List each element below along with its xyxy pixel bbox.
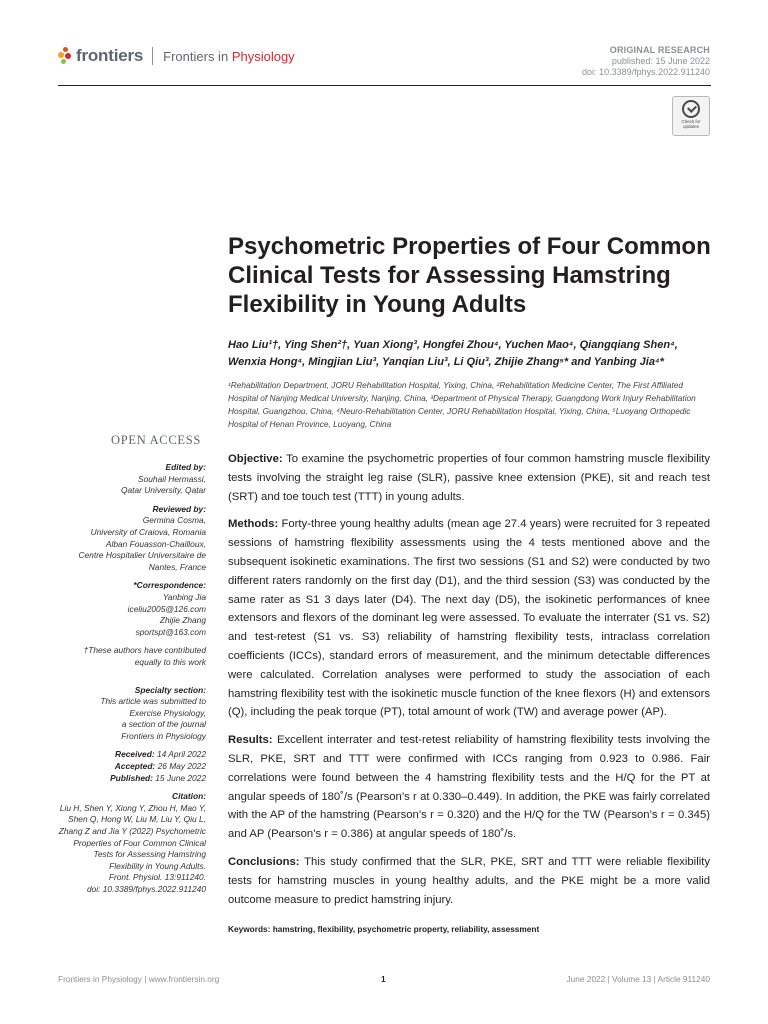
citation-label: Citation: — [172, 791, 206, 802]
specialty-section — [40, 685, 206, 743]
article-doi[interactable]: doi: 10.3389/fphys.2022.911240 — [582, 67, 710, 77]
reviewed-by-label: Reviewed by: — [152, 503, 206, 514]
accepted-date — [40, 761, 206, 773]
keywords — [228, 924, 708, 934]
header-separator — [152, 47, 153, 65]
published-date-sidebar — [40, 773, 206, 785]
reviewer-affiliation: University of Craiova, Romania — [90, 526, 206, 537]
specialty-line: Frontiers in Physiology — [121, 730, 206, 741]
open-access-label: OPEN ACCESS — [111, 433, 202, 447]
dates-section — [40, 749, 206, 784]
specialty-line: Exercise Physiology, — [129, 707, 206, 718]
editor-affiliation: Qatar University, Qatar — [120, 485, 206, 496]
author-list — [228, 337, 713, 371]
correspondent-email-link[interactable]: iceliu2005@126.com — [127, 603, 206, 614]
correspondent-name: Zhijie Zhang — [159, 615, 206, 626]
received-date — [40, 749, 206, 761]
citation-line: Front. Physiol. 13:911240. — [108, 872, 206, 883]
note-line: equally to this work — [134, 656, 206, 667]
journal-name-accent: Physiology — [231, 48, 295, 64]
brand-name[interactable]: frontiers — [76, 46, 144, 65]
specialty-line: This article was submitted to — [100, 696, 206, 707]
check-updates-icon — [682, 100, 700, 118]
correspondent-email-link[interactable]: sportspt@163.com — [135, 626, 206, 637]
article-title: Psychometric Properties of Four Common Clinical Tests for Assessing Hamstring Flexibility in Young Adults — [228, 233, 711, 318]
correspondent-name: Yanbing Jia — [162, 591, 206, 602]
journal-name[interactable] — [163, 49, 295, 64]
abstract-conclusions — [228, 853, 710, 909]
results-text: Excellent interrater and test-retest reliability of hamstring flexibility tests involving the SLR, PKE, SRT and TTT were confirmed with ICCs ranging from 0.923 to 0.986. Fair correlations were found between the 4 hamstring flexibility tests and the H/Q for the PT at angular speeds of 180˚/s (Pearson’s r at 0.330–0.449). In addition, the PKE was fairly correlated with the AP of the hamstring (Pearson’s r = 0.320) and the H/Q for the TW (Pearson’s r = 0.345) and AP (Pearson’s r = 0.386) at angular speeds of 180˚/s. — [228, 734, 710, 841]
frontiers-logo-icon — [58, 47, 72, 65]
citation-doi-link[interactable]: doi: 10.3389/fphys.2022.911240 — [86, 884, 206, 894]
journal-header — [58, 46, 295, 66]
accepted-value: 26 May 2022 — [157, 761, 206, 772]
keywords-label: Keywords: — [228, 924, 271, 934]
correspondence-label: *Correspondence: — [133, 580, 206, 591]
citation-line: Shen Q, Hong W, Liu M, Liu Y, Qiu L, — [68, 814, 206, 825]
conclusions-text: This study confirmed that the SLR, PKE, SRT and TTT were reliable flexibility tests for hamstring muscles in young healthy adults, and the PKE might be a more valid outcome measure to predict hamstring injury. — [228, 855, 710, 906]
abstract-methods — [228, 515, 710, 722]
reviewer-affiliation: Nantes, France — [148, 561, 206, 572]
reviewer-affiliation: Centre Hospitalier Universitaire de — [78, 550, 206, 561]
check-for-updates-button[interactable] — [672, 96, 710, 136]
citation-line: Properties of Four Common Clinical — [73, 837, 206, 848]
authors-line: Hao Liu¹†, Ying Shen²†, Yuan Xiong³, Hongfei Zhou⁴, Yuchen Mao⁴, Qiangqiang Shen⁴, — [228, 339, 678, 351]
citation-line: Tests for Assessing Hamstring — [93, 849, 206, 860]
note-line: †These authors have contributed — [83, 645, 206, 656]
results-label: Results: — [228, 734, 273, 747]
objective-text: To examine the psychometric properties of four common hamstring muscle flexibility tests involving the straight leg raise (SLR), passive knee extension (PKE), sit and reach test (SRT) and toe touch test (TTT) in young adults. — [228, 453, 710, 503]
specialty-label: Specialty section: — [134, 684, 206, 695]
article-meta — [582, 45, 710, 78]
edited-by-label: Edited by: — [165, 462, 206, 472]
footer-journal-link[interactable]: Frontiers in Physiology | www.frontiersin.org — [58, 974, 220, 984]
reviewed-by-section — [40, 504, 206, 574]
received-label: Received: — [115, 749, 155, 760]
page-number: 1 — [381, 974, 386, 984]
conclusions-label: Conclusions: — [228, 855, 300, 868]
edited-by-section — [40, 462, 206, 497]
article-type: ORIGINAL RESEARCH — [609, 45, 710, 55]
equal-contribution-note — [40, 645, 206, 668]
methods-label: Methods: — [228, 518, 279, 531]
reviewer-name: Alban Fouasson-Chailloux, — [105, 538, 206, 549]
accepted-label: Accepted: — [114, 761, 156, 772]
published-value: 15 June 2022 — [155, 772, 206, 783]
citation-line: Flexibility in Young Adults. — [109, 860, 206, 871]
editor-name: Souhail Hermassi, — [138, 473, 206, 484]
abstract — [228, 450, 710, 918]
correspondence-section — [40, 580, 206, 638]
article-sidebar — [40, 462, 206, 903]
citation-line: Liu H, Shen Y, Xiong Y, Zhou H, Mao Y, — [59, 802, 206, 813]
check-updates-label: Check for updates — [681, 119, 701, 129]
abstract-results — [228, 731, 710, 844]
methods-text: Forty-three young healthy adults (mean age 27.4 years) were recruited for 3 repeated sessions of hamstring flexibility assessments using the 4 tests mentioned above and the subsequent isokinetic examinations. The first two sessions (S1 and S2) were conducted by two different raters randomly on the first day (D1), and the third session (S3) was conducted by the same rater as S1 3 days later (D4). The next day (D5), the isokinetic performances of knee extensors and flexors of the dominant leg were assessed. To evaluate the interrater (S1 vs. S2) and test-retest (S1 vs. S3) reliability of hamstring flexibility tests, intraclass correlation coefficients (ICCs), standard errors of measurement, and the minimum detectable differences were calculated. Correlation analyses were performed to study the association of each hamstring flexibility test with the isokinetic muscle function of the knee flexors (H) and extensors (Q), including the peak torque (PT), total amount of work (TW) and average power (AP). — [228, 518, 710, 719]
footer-issue-info: June 2022 | Volume 13 | Article 911240 — [566, 974, 710, 984]
objective-label: Objective: — [228, 453, 283, 465]
citation-line: Zhang Z and Jia Y (2022) Psychometric — [58, 826, 206, 837]
published-date: published: 15 June 2022 — [611, 56, 710, 66]
specialty-line: a section of the journal — [121, 719, 206, 730]
affiliations: ¹Rehabilitation Department, JORU Rehabilitation Hospital, Yixing, China, ²Rehabilitation Medicine Center, The First Affiliated Hospital of Nanjing Medical University, Nanjing, China, ³Department of Physical Therapy, Guangdong Work Injury Rehabilitation Hospital, Guangzhou, China, ⁴Neuro-Rehabilitation Center, JORU Rehabilitation Hospital, Yixing, China, ⁵Luoyang Orthopedic Hospital of Henan Province, Luoyang, China — [228, 380, 696, 429]
citation-section — [40, 791, 206, 895]
published-label: Published: — [110, 772, 153, 783]
authors-line: Wenxia Hong⁴, Mingjian Liu³, Yanqian Liu³, Li Qiu³, Zhijie Zhang⁵* and Yanbing Jia⁴* — [228, 356, 664, 368]
reviewer-name: Germina Cosma, — [142, 515, 206, 526]
header-rule — [58, 85, 711, 86]
abstract-objective — [228, 450, 710, 506]
keywords-list: hamstring, flexibility, psychometric property, reliability, assessment — [272, 924, 540, 934]
received-value: 14 April 2022 — [156, 749, 206, 760]
journal-prefix: Frontiers in — [163, 48, 229, 64]
